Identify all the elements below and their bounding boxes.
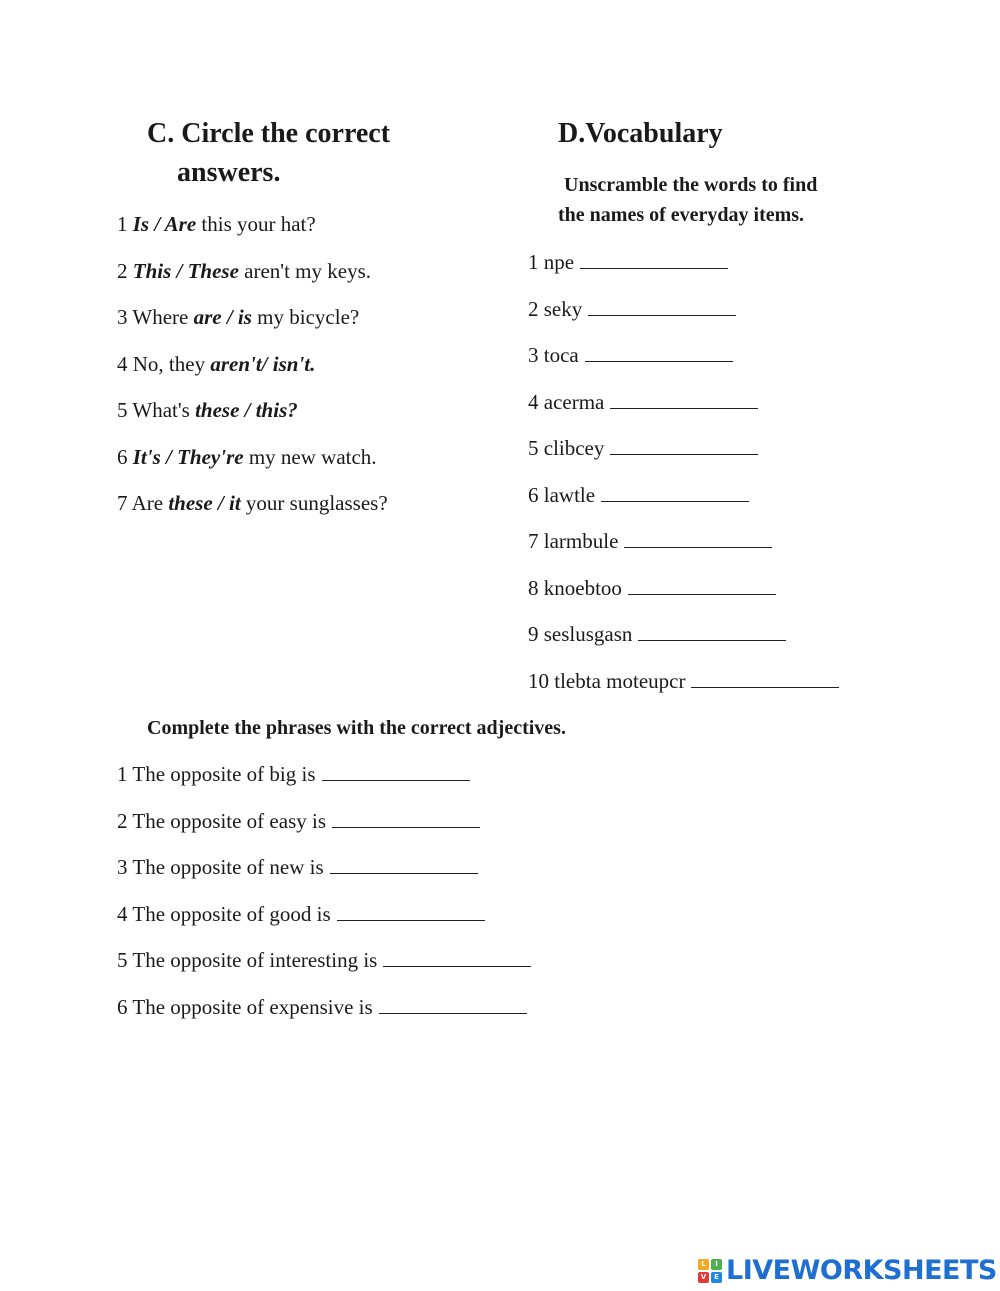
item-number: 2 [117, 258, 128, 283]
answer-blank[interactable] [337, 904, 485, 921]
section-c-title-line1: C. Circle the correct [147, 118, 391, 149]
answer-blank[interactable] [638, 624, 786, 641]
item-text-post: your sunglasses? [240, 491, 388, 515]
unscramble-item-8 [528, 576, 776, 601]
item-number: 4 [117, 351, 128, 376]
answer-blank[interactable] [628, 578, 776, 595]
circle-item-2 [117, 259, 371, 284]
adjective-item-3 [117, 855, 478, 880]
item-text-pre: No, they [127, 351, 211, 376]
circle-item-1 [117, 212, 316, 237]
item-text-post: my bicycle? [251, 305, 360, 329]
circle-item-3 [117, 305, 359, 330]
answer-blank[interactable] [601, 485, 749, 502]
answer-blank[interactable] [332, 811, 480, 828]
section-d-instruction-line2: the names of everyday items. [558, 204, 805, 226]
item-number: 5 [117, 398, 128, 422]
answer-choice[interactable]: It's / They're [132, 444, 244, 469]
item-number: 1 [117, 212, 128, 236]
answer-blank[interactable] [580, 252, 728, 269]
item-text-pre: Where [127, 305, 194, 329]
circle-item-4 [117, 352, 315, 377]
answer-blank[interactable] [691, 671, 839, 688]
item-text-pre: What's [127, 398, 196, 422]
answer-blank[interactable] [383, 950, 531, 967]
answer-choice[interactable]: these / this? [195, 398, 298, 422]
item-text-pre: Are [127, 491, 169, 515]
answer-choice[interactable]: these / it [168, 491, 241, 515]
circle-item-5 [117, 398, 298, 423]
item-text-post: aren't my keys. [238, 258, 372, 283]
answer-blank[interactable] [624, 531, 772, 548]
logo-letter-block: I [711, 1259, 722, 1270]
section-d-title: D.Vocabulary [558, 118, 723, 149]
circle-item-7 [117, 491, 388, 516]
adjective-item-5 [117, 948, 531, 973]
adjective-item-4 [117, 902, 485, 927]
scrambled-word: 4 acerma [528, 389, 605, 414]
phrase-text: 5 The opposite of interesting is [117, 948, 378, 972]
unscramble-item-7 [528, 529, 772, 554]
adjective-item-6 [117, 995, 527, 1020]
answer-blank[interactable] [610, 438, 758, 455]
phrase-text: 1 The opposite of big is [117, 762, 316, 786]
scrambled-word: 1 npe [528, 250, 575, 274]
unscramble-item-3 [528, 343, 733, 368]
section-c-title-line2: answers. [177, 157, 281, 188]
scrambled-word: 2 seky [528, 296, 583, 321]
item-text-post: my new watch. [243, 444, 377, 469]
answer-blank[interactable] [588, 299, 736, 316]
liveworksheets-logo [698, 1255, 997, 1286]
answer-blank[interactable] [585, 345, 733, 362]
scrambled-word: 5 clibcey [528, 436, 605, 460]
logo-letter-block: E [711, 1272, 722, 1283]
answer-blank[interactable] [330, 857, 478, 874]
scrambled-word: 3 toca [528, 343, 579, 367]
unscramble-item-4 [528, 390, 758, 415]
logo-letter-block: V [698, 1272, 709, 1283]
answer-blank[interactable] [610, 392, 758, 409]
phrase-text: 2 The opposite of easy is [117, 808, 326, 833]
unscramble-item-9 [528, 622, 786, 647]
circle-item-6 [117, 445, 377, 470]
answer-choice[interactable]: This / These [132, 258, 239, 283]
answer-blank[interactable] [322, 764, 470, 781]
scrambled-word: 7 larmbule [528, 529, 619, 553]
adjective-item-1 [117, 762, 470, 787]
phrase-text: 4 The opposite of good is [117, 901, 331, 926]
scrambled-word: 8 knoebtoo [528, 575, 622, 600]
adjective-item-2 [117, 809, 480, 834]
section-d-instruction-line1: Unscramble the words to find [564, 174, 818, 196]
item-number: 6 [117, 444, 128, 469]
item-number: 7 [117, 491, 128, 515]
adjectives-instruction: Complete the phrases with the correct adjectives. [147, 717, 566, 739]
item-text-post: this your hat? [196, 212, 316, 236]
scrambled-word: 6 lawtle [528, 482, 596, 507]
logo-letter-block: L [698, 1259, 709, 1270]
phrase-text: 3 The opposite of new is [117, 855, 324, 879]
answer-choice[interactable]: are / is [193, 305, 252, 329]
logo-blocks-icon [698, 1259, 722, 1283]
answer-choice[interactable]: aren't/ isn't. [210, 351, 316, 376]
unscramble-item-1 [528, 250, 728, 275]
answer-choice[interactable]: Is / Are [132, 212, 197, 236]
unscramble-item-5 [528, 436, 758, 461]
scrambled-word: 9 seslusgasn [528, 622, 633, 646]
logo-text: LIVEWORKSHEETS [726, 1255, 997, 1286]
phrase-text: 6 The opposite of expensive is [117, 994, 373, 1019]
answer-blank[interactable] [379, 997, 527, 1014]
unscramble-item-2 [528, 297, 736, 322]
unscramble-item-10 [528, 669, 839, 694]
item-number: 3 [117, 305, 128, 329]
scrambled-word: 10 tlebta moteupcr [528, 668, 686, 693]
unscramble-item-6 [528, 483, 749, 508]
